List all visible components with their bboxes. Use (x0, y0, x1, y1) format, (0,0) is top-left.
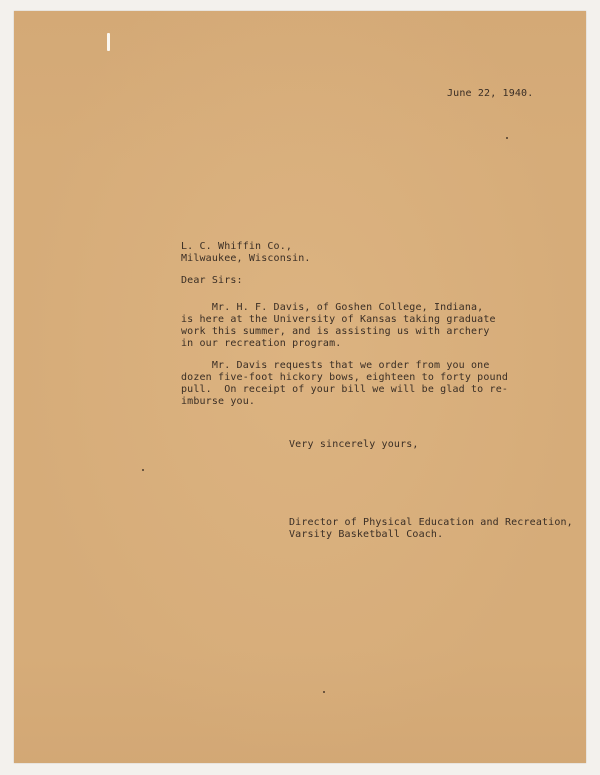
letter-page (14, 11, 586, 763)
letter-date: June 22, 1940. (447, 88, 534, 99)
paragraph-line: in our recreation program. (181, 338, 342, 349)
signature-line: Director of Physical Education and Recreation, (289, 517, 573, 528)
paper-speck (506, 137, 508, 139)
paragraph-line: is here at the University of Kansas taking graduate (181, 314, 496, 325)
complimentary-closing: Very sincerely yours, (289, 439, 419, 450)
recipient-line: Milwaukee, Wisconsin. (181, 253, 311, 264)
paper-speck (142, 469, 144, 471)
recipient-line: L. C. Whiffin Co., (181, 241, 293, 252)
paper-speck (323, 691, 325, 693)
paragraph-line: pull. On receipt of your bill we will be glad to re- (181, 384, 509, 395)
signature-block (289, 517, 573, 541)
body-paragraph-1 (181, 302, 496, 350)
paragraph-line: imburse you. (181, 396, 256, 407)
body-paragraph-2 (181, 360, 508, 408)
paper-scratch-mark (107, 33, 110, 51)
paragraph-line: Mr. H. F. Davis, of Goshen College, Indiana, (181, 302, 484, 313)
paragraph-line: dozen five-foot hickory bows, eighteen to forty pound (181, 372, 509, 383)
recipient-address (181, 241, 311, 265)
salutation: Dear Sirs: (181, 275, 243, 286)
signature-line: Varsity Basketball Coach. (289, 529, 444, 540)
paragraph-line: Mr. Davis requests that we order from you one (181, 360, 490, 371)
paragraph-line: work this summer, and is assisting us with archery (181, 326, 490, 337)
